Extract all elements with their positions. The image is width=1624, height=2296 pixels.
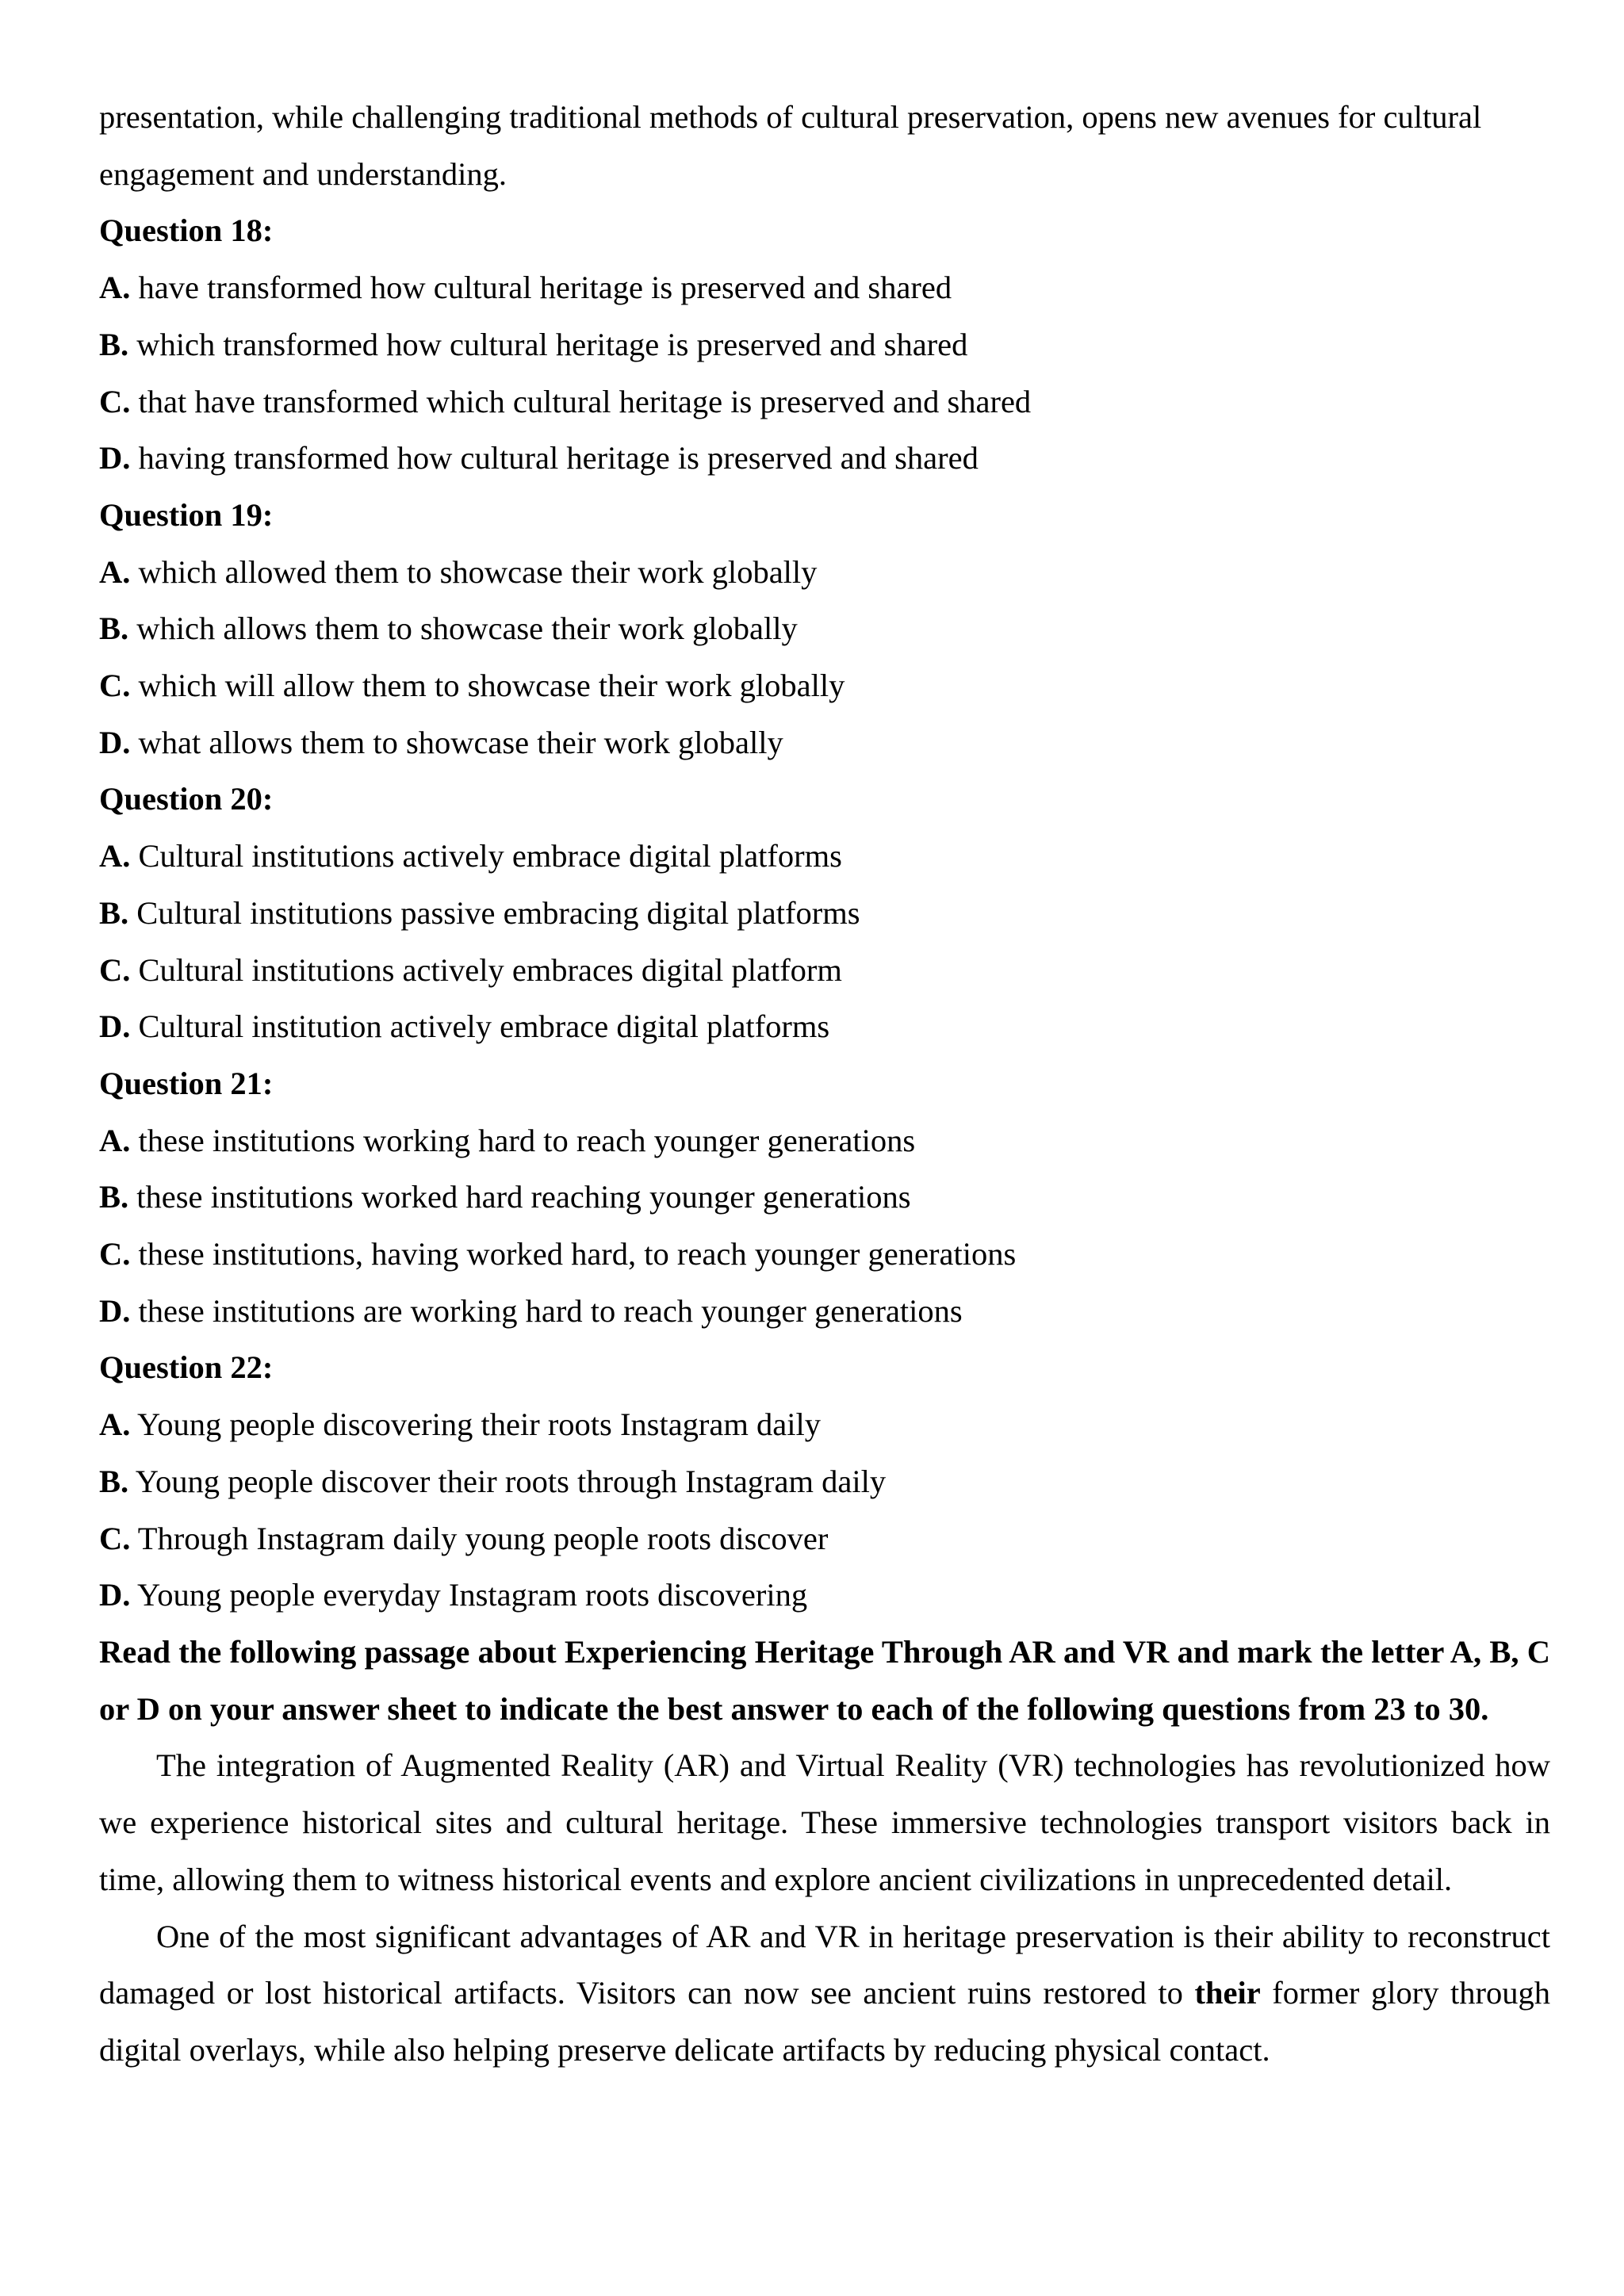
question-21-title: Question 21: — [99, 1065, 274, 1101]
question-20-option-b[interactable] — [99, 885, 1550, 942]
passage-p2-bold-word: their — [1194, 1975, 1261, 2011]
option-letter: D. — [99, 1577, 131, 1613]
option-text: these institutions are working hard to reach younger generations — [130, 1292, 963, 1329]
question-21-option-a[interactable] — [99, 1112, 1550, 1169]
passage-paragraph-2 — [99, 1908, 1550, 2079]
passage-p2-text-after: former glory through digital overlays, while also helping preserve delicate artifacts by reducing physical contact. — [99, 1975, 1550, 2068]
option-letter: C. — [99, 1236, 131, 1272]
option-letter: B. — [99, 326, 129, 362]
passage-paragraph-1: The integration of Augmented Reality (AR) and Virtual Reality (VR) technologies has revolutionized how we experience historical sites and cultural heritage. These immersive technologies transport visitors back in time, allowing them to witness historical events and explore ancient civilizations in unprecedented detail. — [99, 1747, 1550, 1897]
intro-line-2: engagement and understanding. — [99, 155, 507, 192]
option-text: Cultural institutions actively embrace digital platforms — [130, 838, 842, 874]
question-20-title: Question 20: — [99, 781, 274, 817]
passage-p2-text-before: One of the most significant advantages of AR and VR in heritage preservation is their ability to reconstruct damaged or lost historical artifacts. Visitors can now see ancient ruins restored to — [99, 1918, 1550, 2011]
question-19-option-b[interactable] — [99, 600, 1550, 657]
question-19-option-d[interactable] — [99, 714, 1550, 771]
question-22-option-a[interactable] — [99, 1396, 1550, 1453]
option-letter: A. — [99, 270, 131, 306]
document-page — [99, 89, 1550, 2079]
intro-line-1: presentation, while challenging traditional methods of cultural preservation, opens new avenues for cultural — [99, 99, 1482, 135]
option-letter: C. — [99, 951, 131, 988]
question-20-option-a[interactable] — [99, 828, 1550, 885]
option-text: these institutions worked hard reaching younger generations — [128, 1179, 911, 1215]
option-text: Young people discovering their roots Instagram daily — [130, 1406, 821, 1443]
option-letter: A. — [99, 1406, 131, 1443]
option-letter: C. — [99, 1520, 131, 1556]
question-18-option-c[interactable] — [99, 373, 1550, 430]
option-text: which will allow them to showcase their work globally — [130, 668, 845, 704]
option-letter: A. — [99, 838, 131, 874]
question-21-option-d[interactable] — [99, 1283, 1550, 1340]
option-text: these institutions working hard to reach younger generations — [130, 1122, 916, 1158]
option-letter: B. — [99, 1179, 129, 1215]
question-18-option-a[interactable] — [99, 259, 1550, 316]
question-21-option-b[interactable] — [99, 1169, 1550, 1226]
option-text: have transformed how cultural heritage is preserved and shared — [130, 270, 952, 306]
option-letter: B. — [99, 894, 129, 931]
reading-instruction: Read the following passage about Experiencing Heritage Through AR and VR and mark the letter A, B, C or D on your answer sheet to indicate the best answer to each of the following questions from 23 to 30. — [99, 1633, 1550, 1727]
option-text: Young people everyday Instagram roots discovering — [130, 1577, 808, 1613]
question-19-title: Question 19: — [99, 496, 274, 533]
option-text: these institutions, having worked hard, to reach younger generations — [130, 1236, 1017, 1272]
option-text: having transformed how cultural heritage is preserved and shared — [130, 440, 979, 476]
option-letter: D. — [99, 724, 131, 760]
option-text: Cultural institutions actively embraces digital platform — [130, 951, 842, 988]
option-letter: A. — [99, 553, 131, 590]
question-19-option-a[interactable] — [99, 544, 1550, 601]
option-text: which allowed them to showcase their work globally — [130, 553, 818, 590]
question-22-title: Question 22: — [99, 1349, 274, 1386]
option-text: which transformed how cultural heritage is preserved and shared — [128, 326, 968, 362]
option-text: which allows them to showcase their work globally — [128, 610, 798, 647]
option-text: Young people discover their roots through Instagram daily — [128, 1463, 887, 1499]
option-letter: A. — [99, 1122, 131, 1158]
question-22-option-d[interactable] — [99, 1567, 1550, 1624]
option-letter: D. — [99, 440, 131, 476]
option-text: that have transformed which cultural heritage is preserved and shared — [130, 383, 1032, 419]
option-text: Cultural institutions passive embracing digital platforms — [128, 894, 860, 931]
option-text: what allows them to showcase their work globally — [130, 724, 783, 760]
question-20-option-d[interactable] — [99, 998, 1550, 1055]
option-text: Through Instagram daily young people roots discover — [130, 1520, 829, 1556]
option-letter: C. — [99, 668, 131, 704]
option-letter: D. — [99, 1292, 131, 1329]
option-letter: B. — [99, 610, 129, 647]
question-21-option-c[interactable] — [99, 1226, 1550, 1283]
option-letter: C. — [99, 383, 131, 419]
question-20-option-c[interactable] — [99, 942, 1550, 999]
question-19-option-c[interactable] — [99, 657, 1550, 714]
option-letter: B. — [99, 1463, 129, 1499]
question-22-option-b[interactable] — [99, 1453, 1550, 1510]
question-18-title: Question 18: — [99, 212, 274, 249]
question-22-option-c[interactable] — [99, 1510, 1550, 1567]
question-18-option-b[interactable] — [99, 316, 1550, 373]
option-text: Cultural institution actively embrace digital platforms — [130, 1008, 830, 1045]
option-letter: D. — [99, 1008, 131, 1045]
question-18-option-d[interactable] — [99, 430, 1550, 487]
